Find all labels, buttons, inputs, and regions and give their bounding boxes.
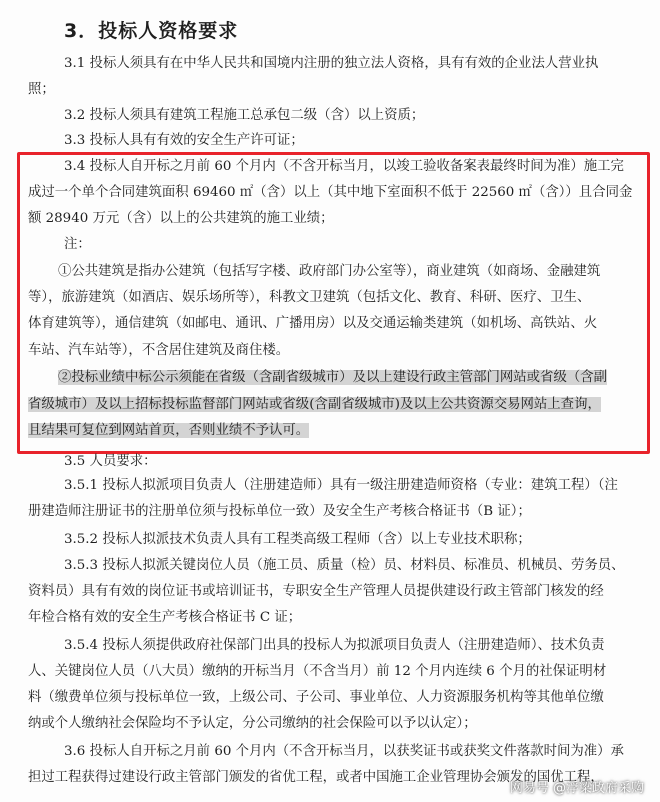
text-line: 3.5.3 投标人拟派关键岗位人员（施工员、质量（检）员、材料员、标准员、机械员、劳务员、 — [64, 558, 625, 573]
text-line: 年检合格有效的安全生产考核合格证书 C 证； — [28, 610, 302, 625]
text-line: 担过工程获得过建设行政主管部门颁发的省优工程，或者中国施工企业管理协会颁发的国优工程， — [28, 770, 604, 785]
highlighted-line: 且结果可复位到网站首页，否则业绩不予认可。 — [28, 423, 310, 438]
text-line: 3.6 投标人自开标之月前 60 个月内（不含开标当月，以获奖证书或获奖文件落款时间为准）承 — [64, 744, 624, 759]
text-line: 料（缴费单位须与投标单位一致，上级公司、子公司、事业单位、人力资源服务机构等其他单位缴 — [28, 690, 604, 705]
text-line: 3.5.1 投标人拟派项目负责人（注册建造师）具有一级注册建造师资格（专业：建筑工程）（注 — [64, 478, 618, 493]
text-line: 资料员）具有有效的岗位证书或培训证书，专职安全生产管理人员提供建设行政主管部门核发的经 — [28, 584, 604, 599]
red-highlight-box — [17, 152, 650, 454]
note-label: 注： — [64, 237, 91, 252]
section-title: 3．投标人资格要求 — [64, 20, 239, 42]
text-line: 额 28940 万元（含）以上的公共建筑的施工业绩； — [28, 211, 334, 226]
text-line: ①公共建筑是指办公建筑（包括写字楼、政府部门办公室等），商业建筑（如商场、金融建筑 — [58, 264, 601, 279]
text-line: 3.2 投标人须具有建筑工程施工总承包二级（含）以上资质； — [64, 108, 425, 123]
text-line: 册建造师注册证书的注册单位须与投标单位一致）及安全生产考核合格证书（B 证）； — [28, 504, 531, 519]
text-line: 3.5 人员要求： — [64, 454, 157, 469]
text-line: 3.4 投标人自开标之月前 60 个月内（不含开标当月，以竣工验收备案表最终时间为准）施工完 — [64, 159, 624, 174]
text-line: 3.1 投标人须具有在中华人民共和国境内注册的独立法人资格，具有有效的企业法人营业执 — [64, 56, 599, 71]
text-line: 3.5.2 投标人拟派技术负责人具有工程类高级工程师（含）以上专业技术职称； — [64, 532, 531, 547]
text-line: 车站、汽车站等），不含居住建筑及商住楼。 — [28, 343, 290, 358]
highlighted-line: ②投标业绩中标公示须能在省级（含副省级城市）及以上建设行政主管部门网站或省级（含副 — [58, 370, 608, 385]
text-line: 3.3 投标人具有有效的安全生产许可证； — [64, 133, 304, 148]
text-line: 成过一个单个合同建筑面积 69460 ㎡（含）以上（其中地下室面积不低于 22560 ㎡（含））且合同金 — [28, 185, 633, 200]
text-line: 3.5.4 投标人须提供政府社保部门出具的投标人为拟派项目负责人（注册建造师）、技术负责 — [64, 638, 605, 653]
watermark: 网易号 @浮梁政府采购 — [509, 781, 644, 796]
highlighted-line: 省级城市）及以上招标投标监督部门网站或省级(含副省级城市)及以上公共资源交易网站上查询， — [28, 397, 601, 412]
text-line: 人、关键岗位人员（八大员）缴纳的开标当月（不含当月）前 12 个月内连续 6 个月的社保证明材 — [28, 664, 607, 679]
text-line: 纳或个人缴纳社会保险均不予认定，分公司缴纳的社会保险可以予以认定）； — [28, 716, 477, 731]
text-line: 等），旅游建筑（如酒店、娱乐场所等），科教文卫建筑（包括文化、教育、科研、医疗、卫生、 — [28, 290, 591, 305]
text-line: 照； — [28, 82, 55, 97]
text-line: 体育建筑等），通信建筑（如邮电、通讯、广播用房）以及交通运输类建筑（如机场、高铁站、火 — [28, 316, 598, 331]
